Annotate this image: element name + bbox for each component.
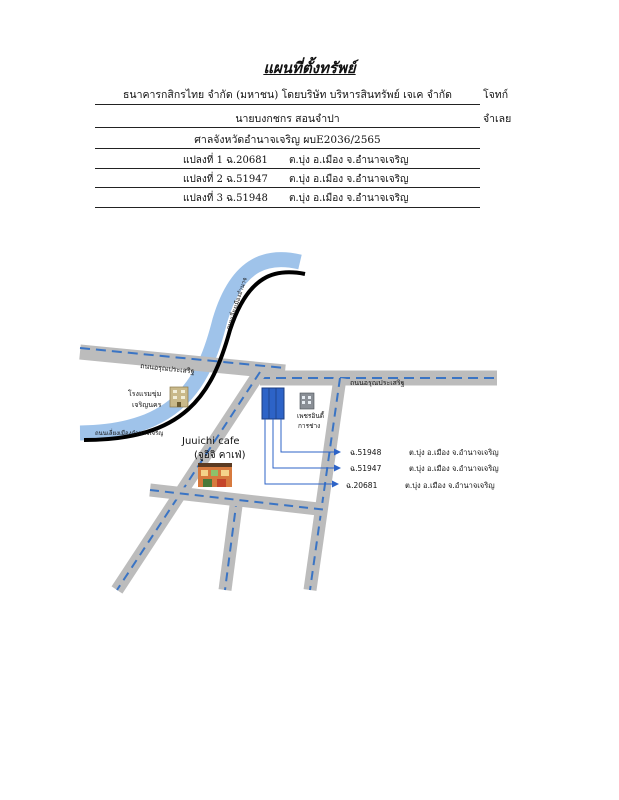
plot-label: แปลงที่ 3 ฉ.51948 — [183, 193, 268, 204]
road-label-highway-east: ถนนอรุณประเสริฐ — [350, 379, 405, 387]
subject-property — [262, 388, 284, 419]
road-label-bypass-upper: ถนนเลี่ยงเมืองอำนาจ — [225, 276, 249, 331]
office-label-2: การช่าง — [298, 422, 321, 430]
defendant-name: นายบงกชกร สอนจำปา — [235, 113, 340, 125]
cafe-icon — [198, 463, 232, 487]
office-icon — [300, 393, 314, 409]
plot-location: ต.บุ่ง อ.เมือง จ.อำนาจเจริญ — [289, 174, 409, 185]
plot-location: ต.บุ่ง อ.เมือง จ.อำนาจเจริญ — [289, 155, 409, 166]
road-label-highway-west: ถนนอรุณประเสริฐ — [139, 362, 195, 376]
office-label: เพชรอินดี้ — [297, 412, 324, 420]
callout-location: ต.บุ่ง อ.เมือง จ.อำนาจเจริญ — [405, 481, 495, 490]
cafe-label: Juuichi cafe — [182, 436, 240, 447]
plot-location: ต.บุ่ง อ.เมือง จ.อำนาจเจริญ — [289, 193, 409, 204]
road-label-bypass-lower: ถนนเลี่ยงเมืองอำนาจเจริญ — [95, 430, 164, 437]
plaintiff-label: โจทก์ — [483, 89, 509, 101]
document-title: แผนที่ตั้งทรัพย์ — [263, 59, 356, 77]
court-case: ศาลจังหวัดอำนาจเจริญ ผบE2036/2565 — [194, 134, 381, 146]
callout-deed: ฉ.51947 — [350, 464, 382, 473]
callout-deed: ฉ.20681 — [346, 481, 378, 490]
defendant-label: จำเลย — [483, 113, 512, 125]
hotel-label-2: เจริญนคร — [132, 401, 162, 409]
callout-location: ต.บุ่ง อ.เมือง จ.อำนาจเจริญ — [409, 448, 499, 457]
callout-location: ต.บุ่ง อ.เมือง จ.อำนาจเจริญ — [409, 464, 499, 473]
plot-label: แปลงที่ 2 ฉ.51947 — [183, 174, 268, 185]
plot-label: แปลงที่ 1 ฉ.20681 — [183, 155, 268, 166]
cafe-label-thai: (จูอิจิ คาเฟ่) — [194, 450, 246, 461]
hotel-icon — [170, 387, 188, 407]
plaintiff-name: ธนาคารกสิกรไทย จำกัด (มหาชน) โดยบริษัท บริหารสินทรัพย์ เจเค จำกัด — [123, 89, 452, 101]
hotel-label: โรงแรมขุ่ม — [128, 390, 162, 398]
callout-deed: ฉ.51948 — [350, 448, 382, 457]
